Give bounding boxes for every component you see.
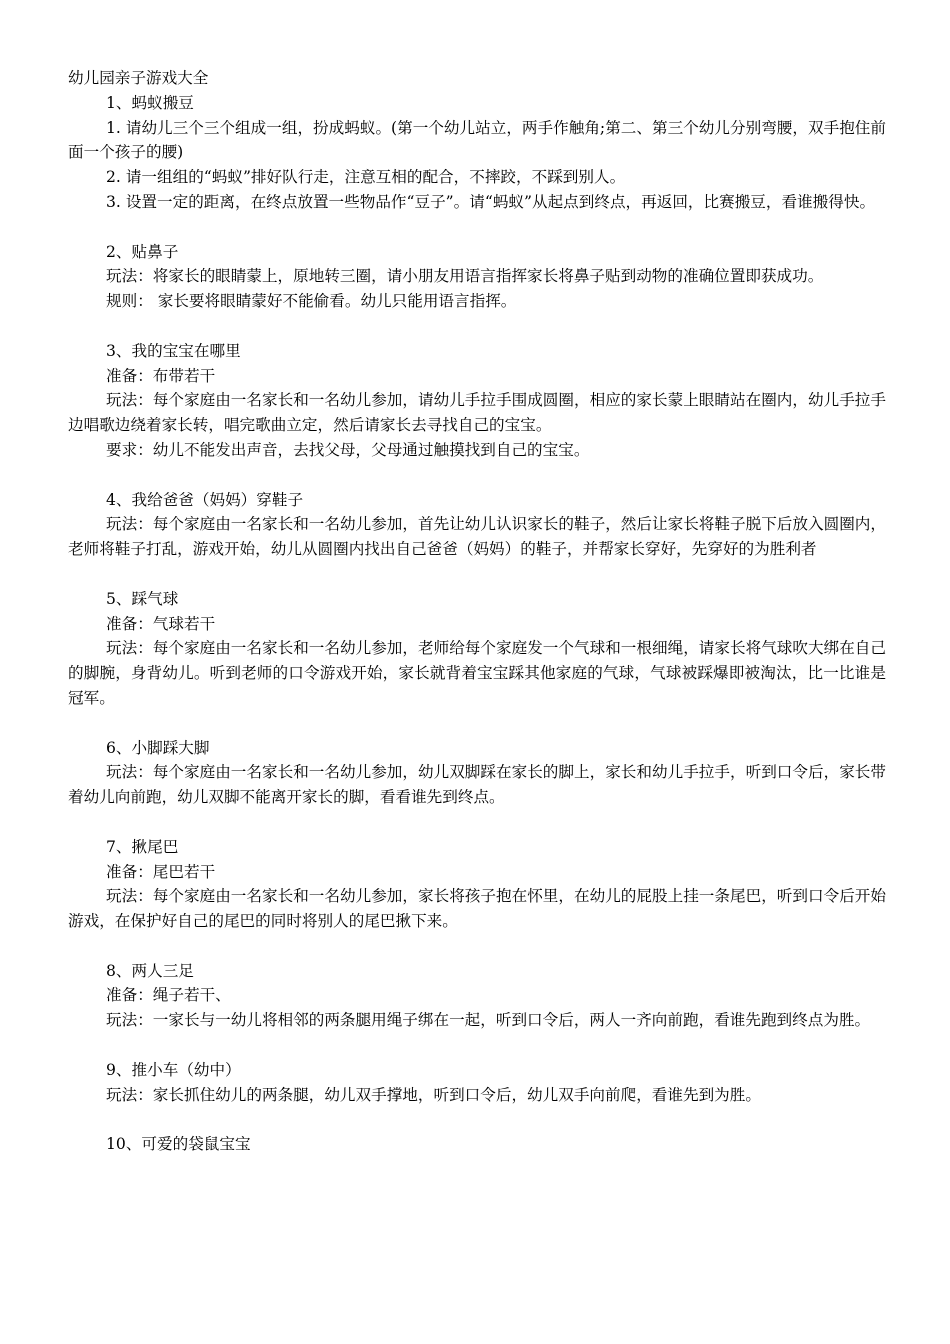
section-heading: 3、我的宝宝在哪里 [106, 341, 241, 360]
game-section-6 [68, 736, 886, 810]
section-heading: 9、推小车（幼中） [106, 1060, 241, 1079]
game-section-5 [68, 587, 886, 711]
game-section-7 [68, 835, 886, 934]
game-section-10 [68, 1132, 886, 1157]
paragraph: 玩法：一家长与一幼儿将相邻的两条腿用绳子绑在一起，听到口令后，两人一齐向前跑，看谁先跑到终点为胜。 [106, 1011, 871, 1030]
paragraph: 玩法：每个家庭由一名家长和一名幼儿参加，幼儿双脚踩在家长的脚上，家长和幼儿手拉手，听到口令后，家长带着幼儿向前跑，幼儿双脚不能离开家长的脚，看看谁先到终点。 [68, 763, 886, 807]
game-section-4 [68, 488, 886, 562]
paragraph: 玩法：每个家庭由一名家长和一名幼儿参加，首先让幼儿认识家长的鞋子，然后让家长将鞋子脱下后放入圆圈内，老师将鞋子打乱，游戏开始，幼儿从圆圈内找出自己爸爸（妈妈）的鞋子，并帮家长穿好，先穿好的为胜利者 [68, 515, 886, 559]
document-title: 幼儿园亲子游戏大全 [68, 69, 209, 87]
game-section-2 [68, 240, 886, 314]
paragraph: 3. 设置一定的距离，在终点放置一些物品作“豆子”。请“蚂蚁”从起点到终点，再返回，比赛搬豆，看谁搬得快。 [106, 192, 876, 211]
section-heading: 5、踩气球 [106, 589, 179, 608]
paragraph: 要求：幼儿不能发出声音，去找父母，父母通过触摸找到自己的宝宝。 [106, 440, 590, 459]
paragraph: 规则： 家长要将眼睛蒙好不能偷看。幼儿只能用语言指挥。 [106, 292, 517, 311]
section-heading: 2、贴鼻子 [106, 242, 179, 261]
paragraph: 2. 请一组组的“蚂蚁”排好队行走，注意互相的配合，不摔跤，不踩到别人。 [106, 168, 626, 187]
paragraph: 准备：尾巴若干 [106, 862, 216, 881]
paragraph: 玩法：每个家庭由一名家长和一名幼儿参加，家长将孩子抱在怀里，在幼儿的屁股上挂一条尾巴，听到口令后开始游戏，在保护好自己的尾巴的同时将别人的尾巴揪下来。 [68, 887, 886, 931]
paragraph: 准备：气球若干 [106, 614, 216, 633]
paragraph: 1. 请幼儿三个三个组成一组，扮成蚂蚁。(第一个幼儿站立，两手作触角;第二、第三个幼儿分别弯腰，双手抱住前面一个孩子的腰) [68, 118, 886, 162]
section-heading: 10、可爱的袋鼠宝宝 [106, 1135, 251, 1154]
game-section-9 [68, 1058, 886, 1108]
game-section-3 [68, 339, 886, 463]
document-body [68, 66, 886, 1157]
paragraph: 玩法：家长抓住幼儿的两条腿，幼儿双手撑地，听到口令后，幼儿双手向前爬，看谁先到为胜。 [106, 1085, 761, 1104]
paragraph: 玩法：将家长的眼睛蒙上，原地转三圈，请小朋友用语言指挥家长将鼻子贴到动物的准确位置即获成功。 [106, 267, 824, 286]
paragraph: 准备：布带若干 [106, 366, 216, 385]
paragraph: 准备：绳子若干、 [106, 986, 231, 1005]
section-heading: 7、揪尾巴 [106, 837, 179, 856]
game-section-8 [68, 959, 886, 1033]
paragraph: 玩法：每个家庭由一名家长和一名幼儿参加，老师给每个家庭发一个气球和一根细绳，请家长将气球吹大绑在自己的脚腕，身背幼儿。听到老师的口令游戏开始，家长就背着宝宝踩其他家庭的气球，气球被踩爆即被淘汰，比一比谁是冠军。 [68, 639, 886, 707]
section-heading: 1、蚂蚁搬豆 [106, 93, 194, 112]
section-heading: 4、我给爸爸（妈妈）穿鞋子 [106, 490, 304, 509]
section-heading: 6、小脚踩大脚 [106, 738, 210, 757]
section-heading: 8、两人三足 [106, 961, 194, 980]
paragraph: 玩法：每个家庭由一名家长和一名幼儿参加，请幼儿手拉手围成圆圈，相应的家长蒙上眼睛站在圈内，幼儿手拉手边唱歌边绕着家长转，唱完歌曲立定，然后请家长去寻找自己的宝宝。 [68, 391, 886, 435]
game-section-1 [68, 91, 886, 215]
